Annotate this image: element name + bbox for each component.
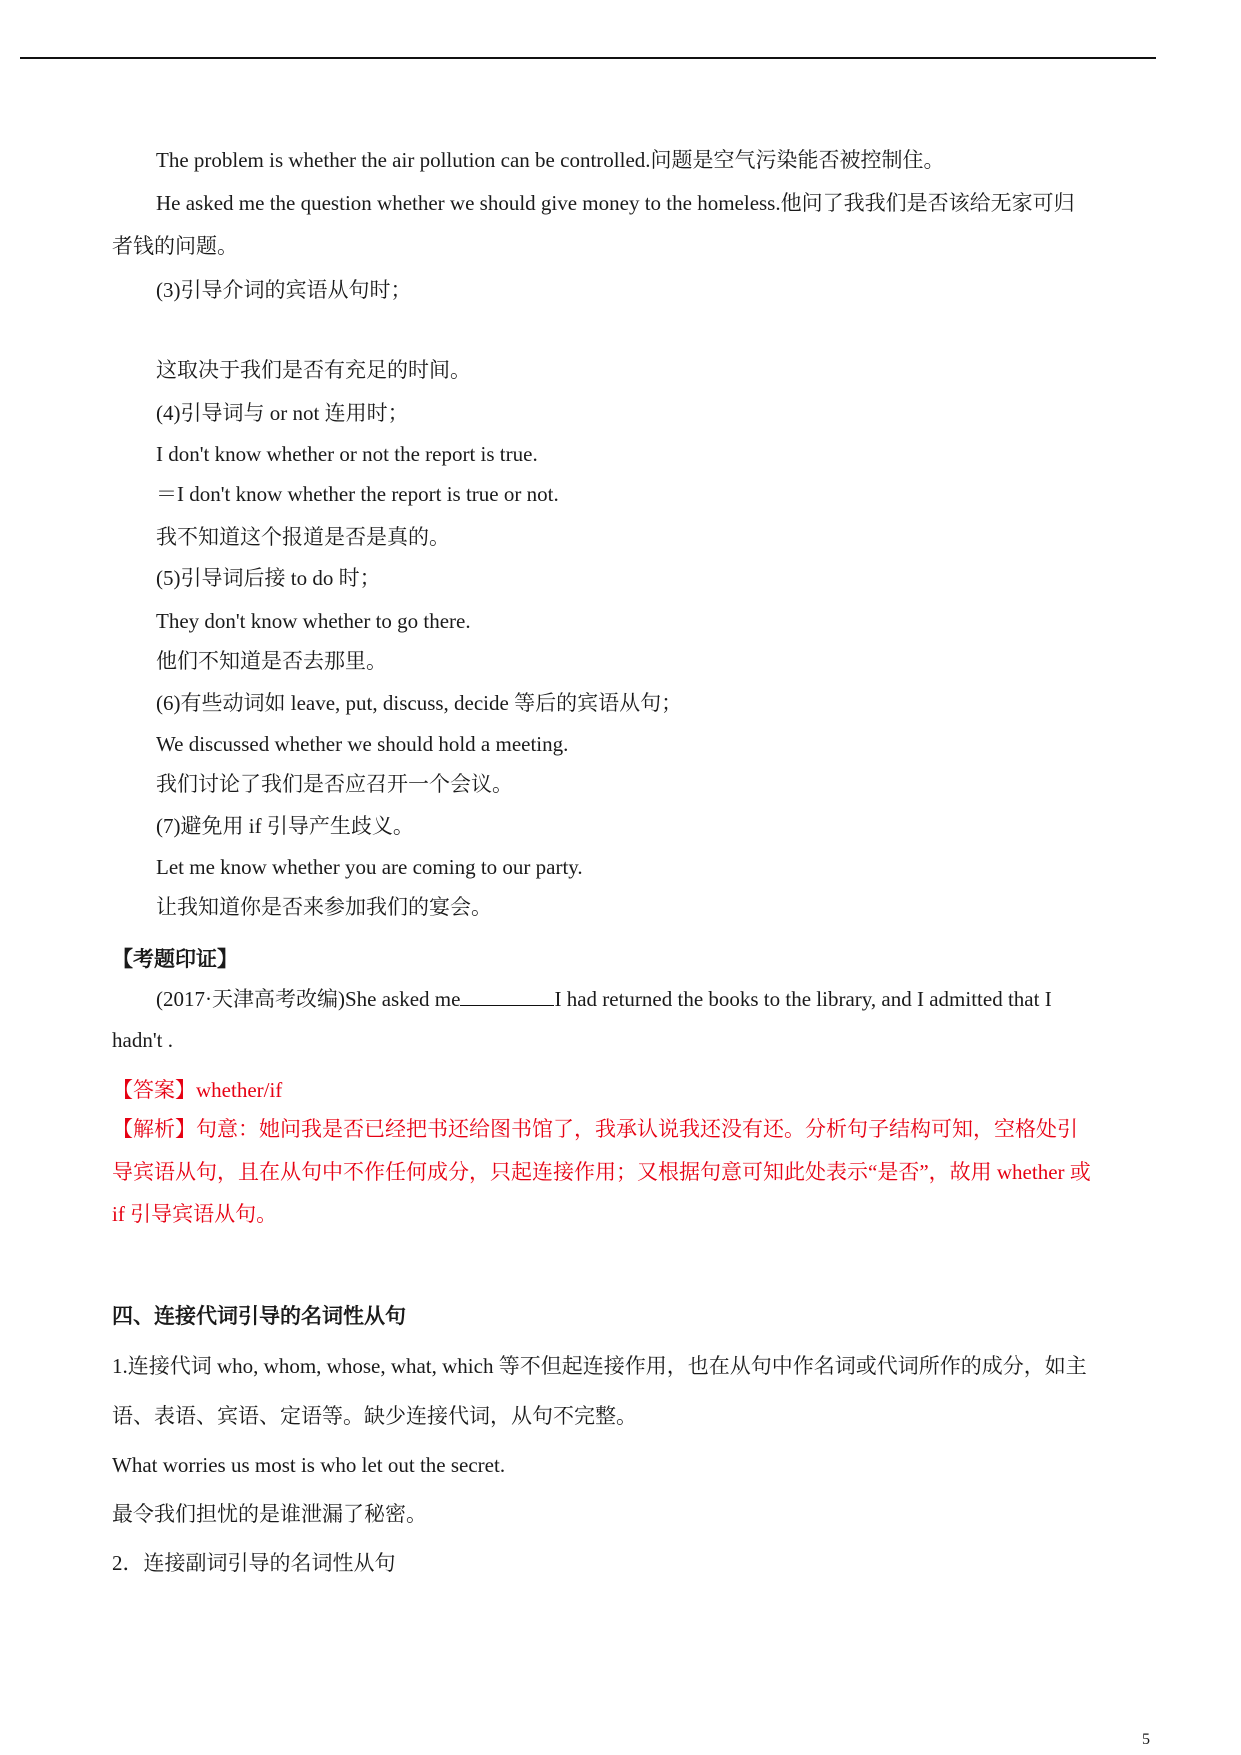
rule-heading: (7)避免用 if 引导产生歧义。 [156,814,414,838]
exam-question-after: I had returned the books to the library, and I admitted that I [554,987,1052,1011]
example-translation: 最令我们担忧的是谁泄漏了秘密。 [112,1502,427,1526]
example-sentence: He asked me the question whether we should give money to the homeless.他问了我我们是否该给无家可归 [156,191,1075,215]
example-sentence-cont: 者钱的问题。 [112,234,238,258]
example-translation: 这取决于我们是否有充足的时间。 [156,358,471,382]
rule-heading: (6)有些动词如 leave, put, discuss, decide 等后的宾语从句； [156,691,683,715]
example-sentence: ＝I don't know whether the report is true or not. [156,482,559,506]
example-sentence: We discussed whether we should hold a meeting. [156,732,569,756]
example-translation: 他们不知道是否去那里。 [156,649,387,673]
section-heading: 四、连接代词引导的名词性从句 [112,1304,406,1328]
rule-heading: (5)引导词后接 to do 时； [156,566,381,590]
exam-heading: 【考题印证】 [112,947,238,971]
example-sentence: What worries us most is who let out the secret. [112,1453,506,1477]
example-translation: 我不知道这个报道是否是真的。 [156,525,450,549]
exam-analysis: 【解析】句意：她问我是否已经把书还给图书馆了，我承认说我还没有还。分析句子结构可知，空格处引 [112,1117,1078,1141]
exam-analysis: 导宾语从句，且在从句中不作任何成分，只起连接作用；又根据句意可知此处表示“是否”，故用 whether 或 [112,1160,1091,1184]
example-sentence: The problem is whether the air pollution can be controlled.问题是空气污染能否被控制住。 [156,148,945,172]
example-translation: 让我知道你是否来参加我们的宴会。 [156,895,492,919]
exam-answer: 【答案】whether/if [112,1078,283,1102]
exam-question-cont: hadn't . [112,1028,173,1052]
exam-question [156,985,1052,1013]
section-paragraph: 语、表语、宾语、定语等。缺少连接代词，从句不完整。 [112,1404,637,1428]
example-sentence: I don't know whether or not the report is true. [156,442,538,466]
section-paragraph: 1.连接代词 who, whom, whose, what, which 等不但起连接作用，也在从句中作名词或代词所作的成分，如主 [112,1354,1087,1378]
rule-heading: (4)引导词与 or not 连用时； [156,401,409,425]
section-paragraph: 2．连接副词引导的名词性从句 [112,1551,396,1575]
exam-question-before: (2017·天津高考改编)She asked me [156,987,461,1011]
answer-blank [460,985,554,1006]
exam-analysis: if 引导宾语从句。 [112,1202,278,1226]
page-number: 5 [1142,1731,1150,1748]
rule-heading: (3)引导介词的宾语从句时； [156,278,412,302]
example-translation: 我们讨论了我们是否应召开一个会议。 [156,772,513,796]
example-sentence: They don't know whether to go there. [156,609,471,633]
header-rule [20,57,1156,59]
example-sentence: Let me know whether you are coming to our party. [156,855,583,879]
